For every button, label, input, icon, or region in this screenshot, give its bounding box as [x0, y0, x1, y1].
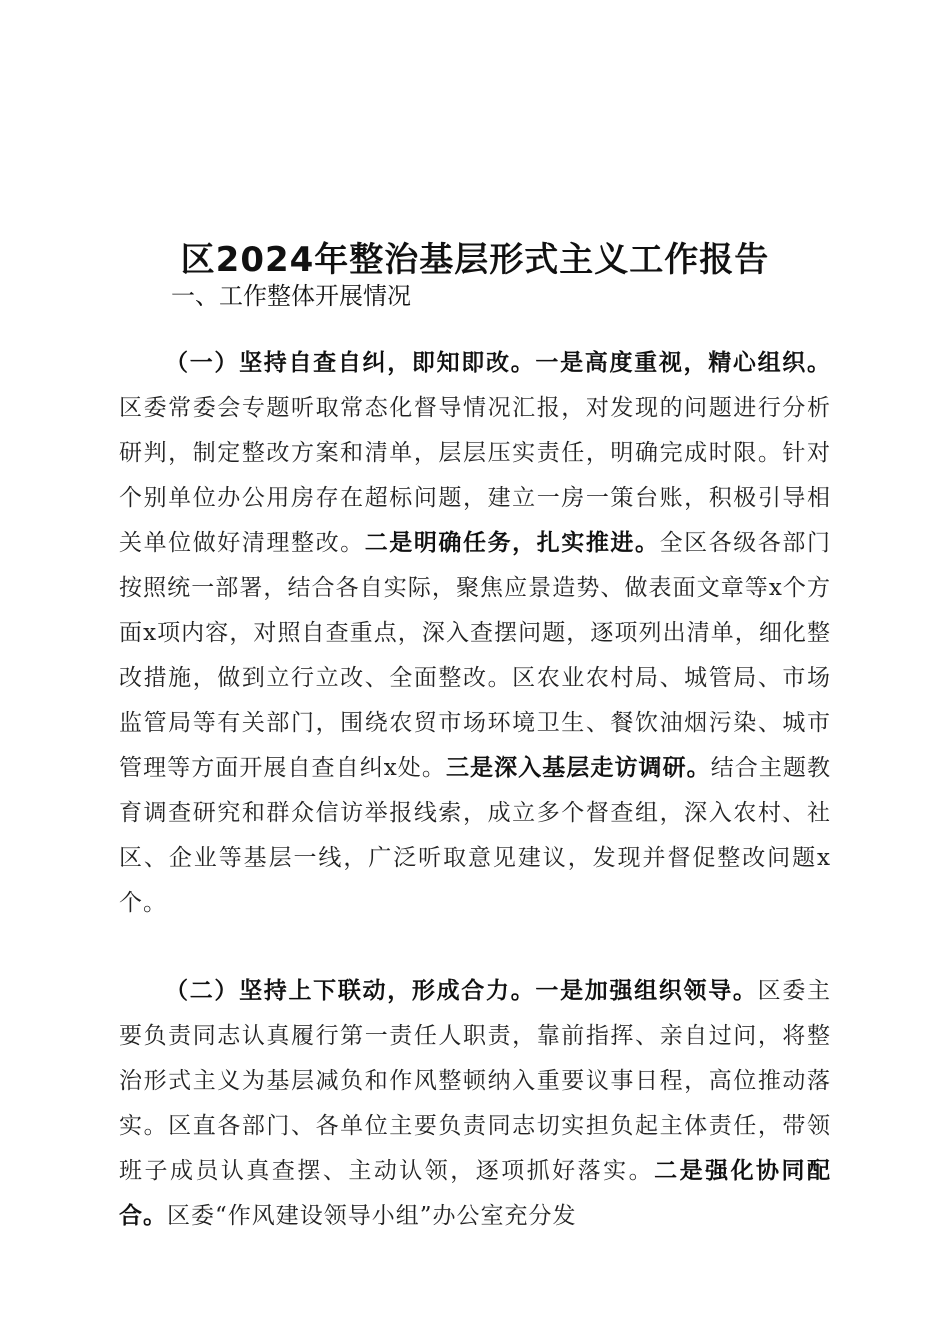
paragraph-1-bold-third: 三是深入基层走访调研。 — [445, 755, 711, 781]
paragraph-1-text-c: 结合主题教育调查研究和群众信访举报线索，成立多个督查组，深入农村、社区、企业等基层一线，广泛听取意见建议，发现并督促整改问题x个。 — [119, 755, 831, 916]
paragraph-2-bold-lead: （二）坚持上下联动，形成合力。一是加强组织领导。 — [165, 978, 758, 1004]
document-title: 区2024年整治基层形式主义工作报告 — [180, 239, 770, 280]
paragraph-1-bold-lead: （一）坚持自查自纠，即知即改。一是高度重视，精心组织。 — [165, 350, 831, 376]
section-heading: 一、工作整体开展情况 — [171, 282, 411, 310]
paragraph-1 — [119, 341, 831, 926]
paragraph-2-bold-second: 二是强化协同配合。 — [119, 1158, 832, 1229]
paragraph-1-bold-second: 二是明确任务，扎实推进。 — [364, 530, 660, 556]
paragraph-1-text-b: 全区各级各部门按照统一部署，结合各自实际，聚焦应景造势、做表面文章等x个方面x项内容，对照自查重点，深入查摆问题，逐项列出清单，细化整改措施，做到立行立改、全面整改。区农业农村局、城管局、市场监管局等有关部门，围绕农贸市场环境卫生、餐饮油烟污染、城市管理等方面开展自查自纠x处。 — [119, 530, 832, 781]
paragraph-2-text-a: 区委主要负责同志认真履行第一责任人职责，靠前指挥、亲自过问，将整治形式主义为基层减负和作风整顿纳入重要议事日程，高位推动落实。区直各部门、各单位主要负责同志切实担负起主体责任，带领班子成员认真查摆、主动认领，逐项抓好落实。 — [119, 978, 832, 1184]
paragraph-2-text-b: 区委“作风建设领导小组”办公室充分发 — [167, 1203, 577, 1229]
paragraph-1-text-a: 区委常委会专题听取常态化督导情况汇报，对发现的问题进行分析研判，制定整改方案和清单，层层压实责任，明确完成时限。针对个别单位办公用房存在超标问题，建立一房一策台账，积极引导相关单位做好清理整改。 — [119, 395, 831, 556]
paragraph-2 — [119, 969, 831, 1239]
